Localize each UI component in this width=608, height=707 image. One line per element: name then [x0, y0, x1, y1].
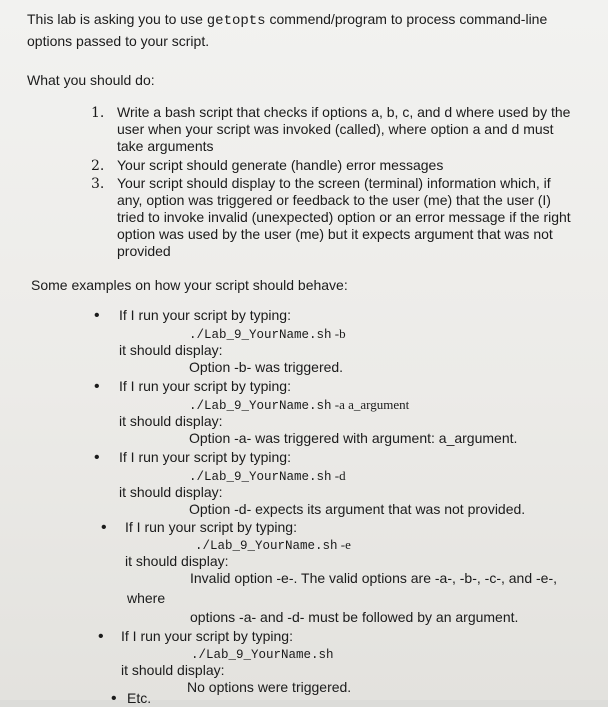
task-3-line-5: provided — [117, 243, 171, 259]
task-1-line-1: Write a bash script that checks if options a, b, c, and d where used by the — [117, 104, 571, 120]
example-should-text: it should display: — [119, 413, 223, 429]
task-3-line-4: option was used by the user (me) but it expects argument that was not — [117, 226, 553, 242]
example-if-text: If I run your script by typing: — [119, 307, 291, 323]
command-args: -b — [331, 326, 346, 341]
examples-heading: Some examples on how your script should behave: — [31, 277, 348, 293]
bullet-icon: • — [98, 628, 104, 645]
bullet-icon: • — [94, 378, 100, 395]
example-if-text: If I run your script by typing: — [121, 628, 293, 644]
example-if-text: If I run your script by typing: — [119, 449, 291, 465]
task-number: 3. — [91, 176, 105, 192]
example-output: Option -b- was triggered. — [189, 359, 344, 375]
example-if-text: If I run your script by typing: — [119, 378, 291, 394]
bullet-icon: • — [94, 307, 100, 324]
task-3-line-1: Your script should display to the screen (terminal) information which, if — [117, 175, 551, 191]
bullet-icon: • — [101, 519, 107, 536]
example-output: Option -a- was triggered with argument: a_argument. — [189, 430, 518, 446]
example-output: Option -d- expects its argument that was not provided. — [189, 501, 526, 517]
command-args: -d — [331, 468, 346, 483]
command-args: -a a_argument — [331, 397, 410, 412]
bullet-icon: • — [94, 449, 100, 466]
example-output: options -a- and -d- must be followed by an argument. — [190, 609, 519, 625]
intro-line-1 — [27, 11, 547, 30]
command-args: -e — [337, 537, 351, 552]
what-heading: What you should do: — [27, 72, 155, 88]
task-2-line-1: Your script should generate (handle) error messages — [117, 157, 444, 173]
task-number: 1. — [91, 105, 105, 121]
task-1-line-2: user when your script was invoked (called), where option a and d must — [117, 121, 554, 137]
task-number: 2. — [91, 158, 105, 174]
example-should-text: it should display: — [119, 484, 223, 500]
task-3-line-3: tried to invoke invalid (unexpected) option or an error message if the right — [117, 209, 571, 225]
command-script: ./Lab_9_YourName.sh — [195, 539, 338, 553]
intro-text: This lab is asking you to use — [27, 11, 207, 27]
example-should-text: it should display: — [119, 342, 223, 358]
example-output: where — [127, 590, 166, 606]
example-should-text: it should display: — [125, 553, 229, 569]
command-script: ./Lab_9_YourName.sh — [189, 328, 332, 342]
command-script: ./Lab_9_YourName.sh — [191, 648, 334, 662]
command-script: ./Lab_9_YourName.sh — [189, 470, 332, 484]
bullet-icon: • — [111, 690, 117, 707]
task-1-line-3: take arguments — [117, 138, 214, 154]
command-script: ./Lab_9_YourName.sh — [189, 399, 332, 413]
intro-line-2: options passed to your script. — [27, 33, 210, 49]
example-output: No options were triggered. — [187, 679, 352, 695]
example-if-text: If I run your script by typing: — [125, 519, 297, 535]
task-3-line-2: any, option was triggered or feedback to the user (me) that the user (I) — [117, 192, 551, 208]
etc-text: Etc. — [127, 690, 152, 706]
example-output: Invalid option -e-. The valid options are -a-, -b-, -c-, and -e-, — [190, 570, 558, 586]
getopts-code: getopts — [206, 13, 266, 29]
intro-text-after: commend/program to process command-line — [265, 11, 548, 27]
example-should-text: it should display: — [121, 662, 225, 678]
